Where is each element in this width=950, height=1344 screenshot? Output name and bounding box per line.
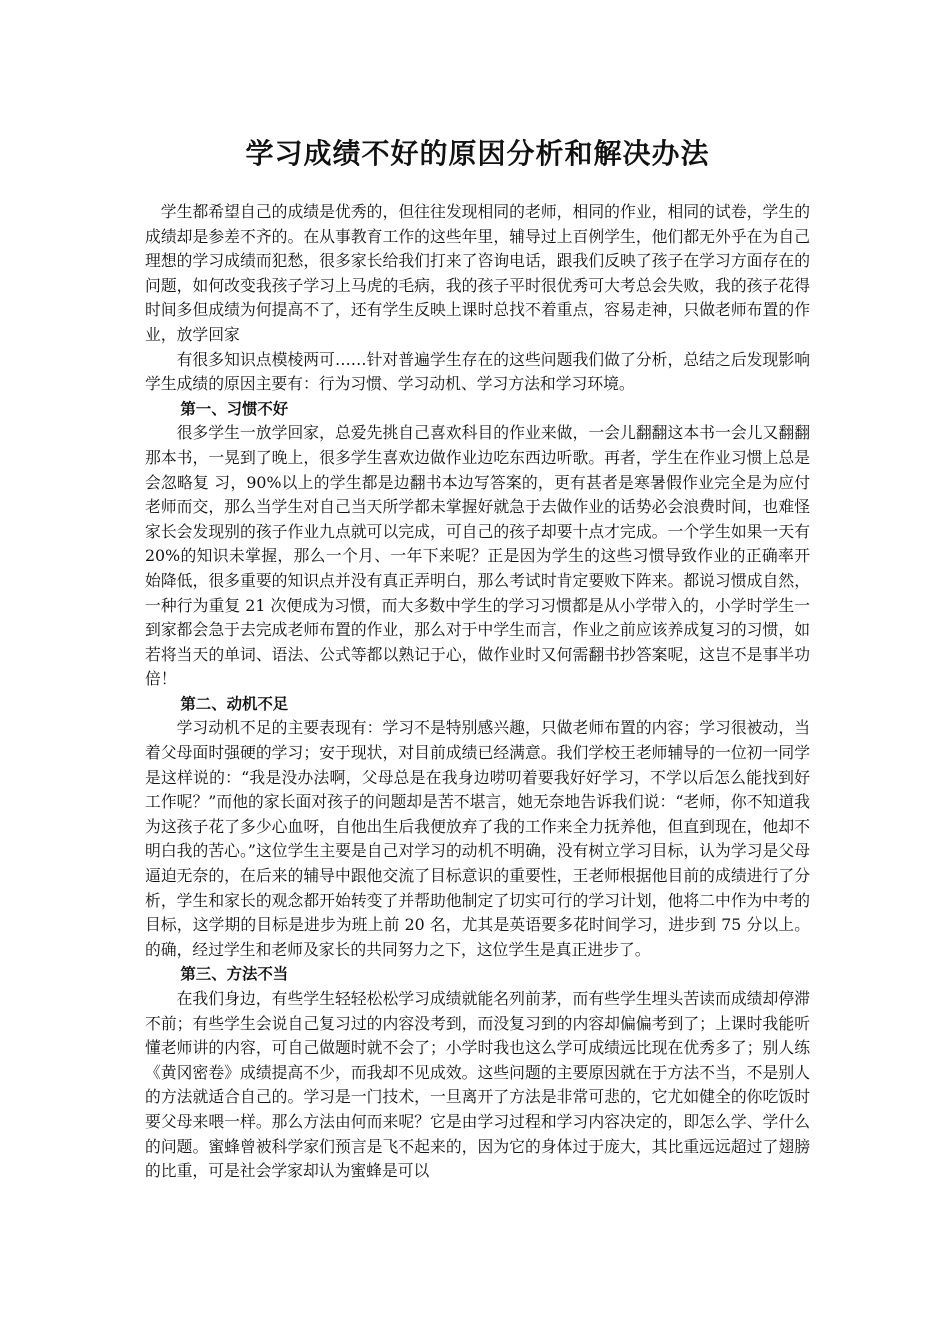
document-title: 学习成绩不好的原因分析和解决办法 <box>245 137 710 170</box>
section-heading-motivation: 第二、动机不足 <box>180 694 289 713</box>
document-page <box>145 0 810 1184</box>
section-heading-method: 第三、方法不当 <box>180 965 289 984</box>
intro-paragraph-1: 学生都希望自己的成绩是优秀的，但往往发现相同的老师，相同的作业，相同的试卷，学生的成绩却是参差不齐的。在从事教育工作的这些年里，辅导过上百例学生，他们都无外乎在为自己理想的学习成绩而犯愁，很多家长给我们打来了咨询电话，跟我们反映了孩子在学习方面存在的问题，如何改变我孩子学习上马虎的毛病，我的孩子平时很优秀可大考总会失败，我的孩子花得时间多但成绩为何提高不了，还有学生反映上课时总找不着重点，容易走神，只做老师布置的作业，放学回家 <box>145 202 810 344</box>
document-body <box>145 200 810 1184</box>
intro-paragraph-2: 有很多知识点模棱两可……针对普遍学生存在的这些问题我们做了分析，总结之后发现影响学生成绩的原因主要有：行为习惯、学习动机、学习方法和学习环境。 <box>145 349 810 394</box>
section-text-method: 在我们身边，有些学生轻轻松松学习成绩就能名列前茅，而有些学生埋头苦读而成绩却停滞不前；有些学生会说自己复习过的内容没考到，而没复习到的内容却偏偏考到了；上课时我能听懂老师讲的内容，可自己做题时就不会了；小学时我也这么学可成绩远比现在优秀多了；别人练《黄冈密卷》成绩提高不少，而我却不见成效。这些问题的主要原因就在于方法不当，不是别人的方法就适合自己的。学习是一门技术，一旦离开了方法是非常可悲的，它尤如健全的你吃饭时要父母来喂一样。那么方法由何而来呢？它是由学习过程和学习内容决定的，即怎么学、学什么的问题。蜜蜂曾被科学家们预言是飞不起来的，因为它的身体过于庞大，其比重远远超过了翅膀的比重，可是社会学家却认为蜜蜂是可以 <box>145 989 810 1181</box>
section-heading-habits: 第一、习惯不好 <box>180 399 289 418</box>
section-text-habits: 很多学生一放学回家，总爱先挑自己喜欢科目的作业来做，一会儿翻翻这本书一会儿又翻翻那本书，一晃到了晚上，很多学生喜欢边做作业边吃东西边听歌。再者，学生在作业习惯上总是会忽略复 习，90%以上的学生都是边翻书本边写答案的，更有甚者是寒暑假作业完全是为应付老师而交，那么当学生对自己当天所学都未掌握好就急于去做作业的话势必会浪费时间，也难怪家长会发现别的孩子作业九点就可以完成，可自己的孩子却要十点才完成。一个学生如果一天有 20%的知识未掌握，那么一个月、一年下来呢？正是因为学生的这些习惯导致作业的正确率开始降低，很多重要的知识点并没有真正弄明白，那么考试时肯定要败下阵来。都说习惯成自然，一种行为重复 21 次便成为习惯，而大多数中学生的学习习惯都是从小学带入的，小学时学生一到家都会急于去完成老师布置的作业，那么对于中学生而言，作业之前应该养成复习的习惯，如若将当天的单词、语法、公式等都以熟记于心，做作业时又何需翻书抄答案呢，这岂不是事半功倍！ <box>145 423 810 689</box>
section-text-motivation: 学习动机不足的主要表现有：学习不是特别感兴趣，只做老师布置的内容；学习很被动，当着父母面时强硬的学习；安于现状，对目前成绩已经满意。我们学校王老师辅导的一位初一同学是这样说的：“我是没办法啊，父母总是在我身边唠叨着要我好好学习，不学以后怎么能找到好工作呢？”而他的家长面对孩子的问题却是苦不堪言，她无奈地告诉我们说：“老师，你不知道我为这孩子花了多少心血呀，自他出生后我便放弃了我的工作来全力抚养他，但直到现在，他却不明白我的苦心。”这位学生主要是自己对学习的动机不明确，没有树立学习目标，认为学习是父母逼迫无奈的，在后来的辅导中跟他交流了目标意识的重要性，王老师根据他目前的成绩进行了分析，学生和家长的观念都开始转变了并帮助他制定了切实可行的学习计划，他将二中作为中考的目标，这学期的目标是进步为班上前 20 名，尤其是英语要多花时间学习，进步到 75 分以上。的确，经过学生和老师及家长的共同努力之下，这位学生是真正进步了。 <box>145 718 810 959</box>
